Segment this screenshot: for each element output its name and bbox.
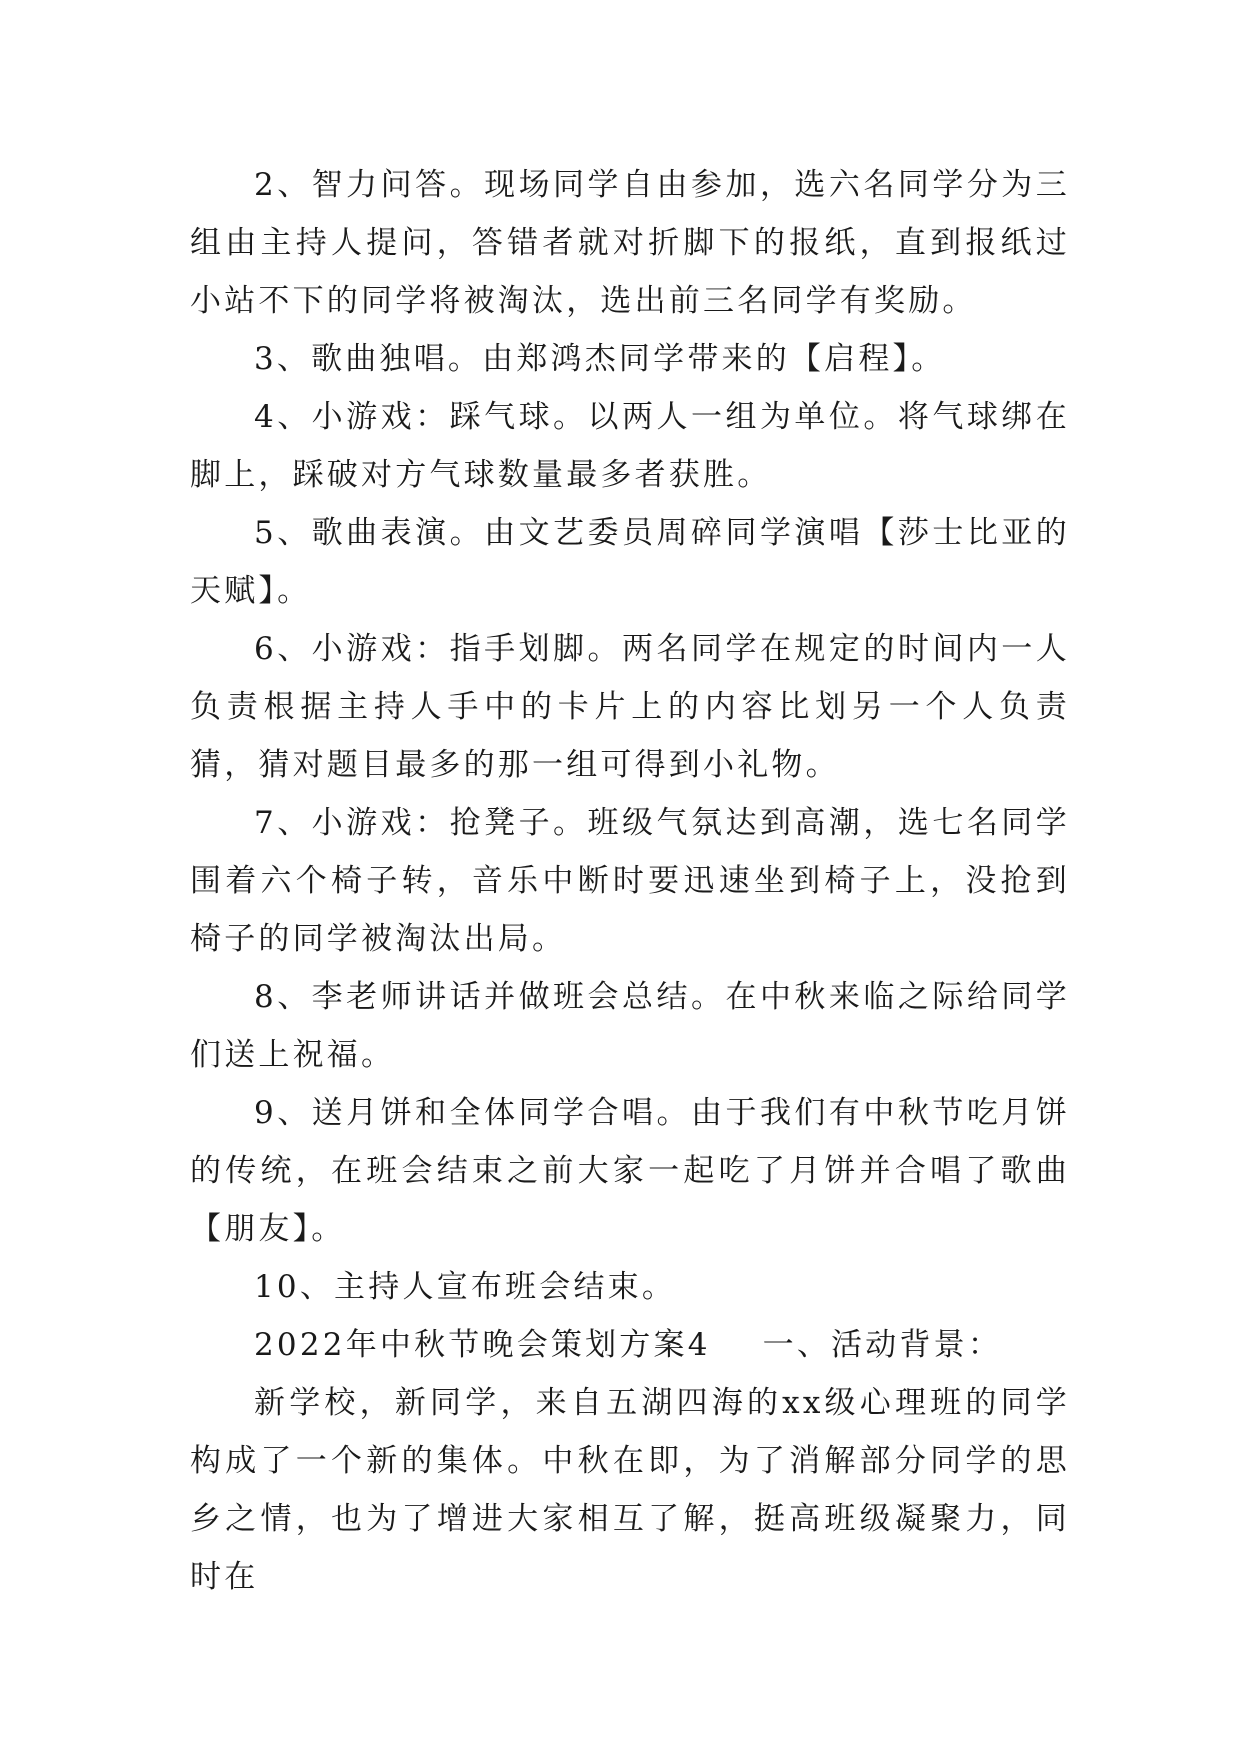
- paragraph-item-10: 10、主持人宣布班会结束。: [254, 1269, 677, 1305]
- section-title: 2022年中秋节晚会策划方案4: [254, 1327, 711, 1363]
- section-heading: 一、活动背景：: [762, 1327, 1003, 1363]
- paragraph-item-8: 8、李老师讲话并做班会总结。在中秋来临之际给同学们送上祝福。: [190, 979, 1070, 1073]
- paragraph-background: 新学校，新同学，来自五湖四海的xx级心理班的同学构成了一个新的集体。中秋在即，为了消解部分同学的思乡之情，也为了增进大家相互了解，挺高班级凝聚力，同时在: [190, 1385, 1070, 1595]
- paragraph-item-3: 3、歌曲独唱。由郑鸿杰同学带来的【启程】。: [254, 341, 946, 377]
- paragraph-item-9: 9、送月饼和全体同学合唱。由于我们有中秋节吃月饼的传统，在班会结束之前大家一起吃了月饼并合唱了歌曲【朋友】。: [190, 1095, 1070, 1247]
- document-body: [190, 156, 1070, 1606]
- section-title-line: [190, 1316, 1070, 1374]
- paragraph-item-6: 6、小游戏：指手划脚。两名同学在规定的时间内一人负责根据主持人手中的卡片上的内容比划另一个人负责猜，猜对题目最多的那一组可得到小礼物。: [190, 631, 1070, 783]
- paragraph-item-4: 4、小游戏：踩气球。以两人一组为单位。将气球绑在脚上，踩破对方气球数量最多者获胜。: [190, 399, 1070, 493]
- paragraph-item-2: 2、智力问答。现场同学自由参加，选六名同学分为三组由主持人提问，答错者就对折脚下的报纸，直到报纸过小站不下的同学将被淘汰，选出前三名同学有奖励。: [190, 167, 1070, 319]
- paragraph-item-5: 5、歌曲表演。由文艺委员周碎同学演唱【莎士比亚的天赋】。: [190, 515, 1070, 609]
- paragraph-item-7: 7、小游戏：抢凳子。班级气氛达到高潮，选七名同学围着六个椅子转，音乐中断时要迅速坐到椅子上，没抢到椅子的同学被淘汰出局。: [190, 805, 1070, 957]
